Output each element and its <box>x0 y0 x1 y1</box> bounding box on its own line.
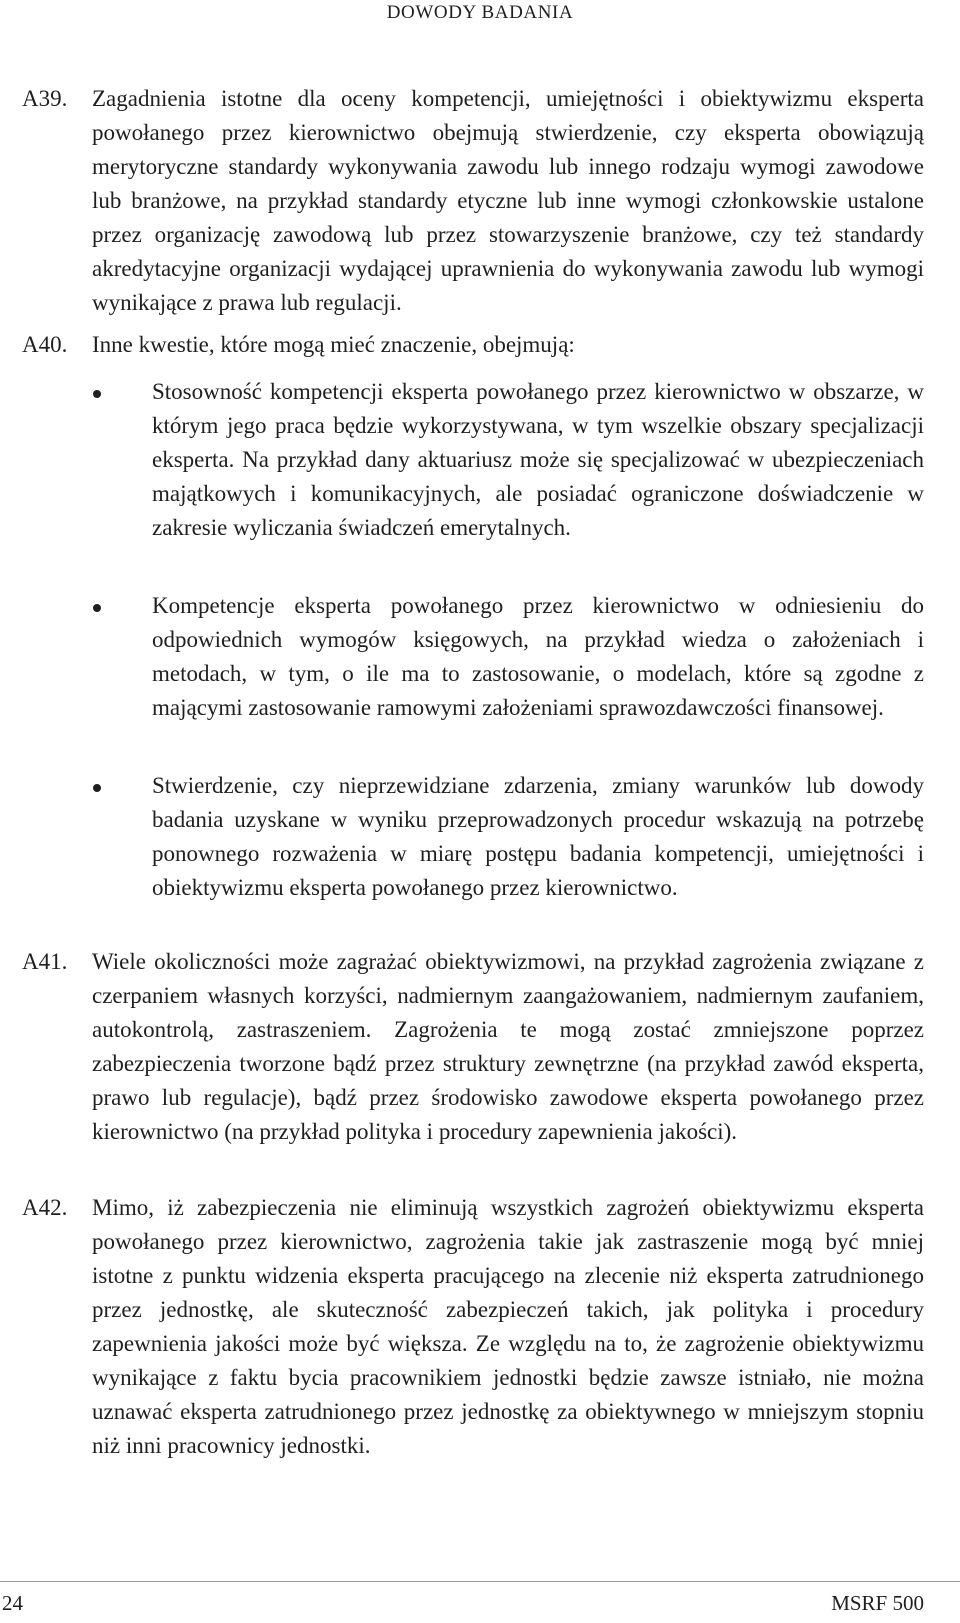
bullet-icon <box>93 604 101 612</box>
standard-code: MSRF 500 <box>831 1591 924 1615</box>
paragraph-text: Inne kwestie, które mogą mieć znaczenie, obejmują: <box>92 332 575 357</box>
running-header: DOWODY BADANIA <box>386 2 574 23</box>
page-number: 24 <box>2 1591 23 1615</box>
bullet-icon <box>93 784 101 792</box>
paragraph-text: Wiele okoliczności może zagrażać obiektywizmowi, na przykład zagrożenia związane z czerpaniem własnych korzyści, nadmiernym zaangażowaniem, nadmiernym zaufaniem, autokontrolą, zastraszeniem. Zagrożenia te mogą zostać zmniejszone poprzez zabezpieczenia tworzone bądź przez struktury zewnętrzne (na przykład zawód eksperta, prawo lub regulacje), bądź przez środowisko zawodowe eksperta powołanego przez kierownictwo (na przykład polityka i procedury zapewnienia jakości). <box>92 949 924 1144</box>
list-item-text: Kompetencje eksperta powołanego przez kierownictwo w odniesieniu do odpowiednich wymogów księgowych, na przykład wiedza o założeniach i metodach, w tym, o ile ma to zastosowanie, o modelach, które są zgodne z mającymi zastosowanie ramowymi założeniami sprawozdawczości finansowej. <box>152 593 924 720</box>
list-item-text: Stwierdzenie, czy nieprzewidziane zdarzenia, zmiany warunków lub dowody badania uzyskane w wyniku przeprowadzonych procedur wskazują na potrzebę ponownego rozważenia w miarę postępu badania kompetencji, umiejętności i obiektywizmu eksperta powołanego przez kierownictwo. <box>152 773 924 900</box>
bullet-icon <box>93 390 101 398</box>
footer-divider <box>0 1581 960 1582</box>
paragraph-text: Mimo, iż zabezpieczenia nie eliminują wszystkich zagrożeń obiektywizmu eksperta powołanego przez kierownictwo, zagrożenia takie jak zastraszenie mogą być mniej istotne z punktu widzenia eksperta pracującego na zlecenie niż eksperta zatrudnionego przez jednostkę, ale skuteczność zabezpieczeń takich, jak polityka i procedury zapewnienia jakości może być większa. Ze względu na to, że zagrożenie obiektywizmu wynikające z faktu bycia pracownikiem jednostki będzie zawsze istniało, nie można uznawać eksperta zatrudnionego przez jednostkę za obiektywnego w mniejszym stopniu niż inni pracownicy jednostki. <box>92 1195 924 1458</box>
paragraph-number: A41. <box>22 949 68 974</box>
paragraph-number: A39. <box>22 86 68 111</box>
paragraph-number: A40. <box>22 332 68 357</box>
list-item-text: Stosowność kompetencji eksperta powołanego przez kierownictwo w obszarze, w którym jego praca będzie wykorzystywana, w tym wszelkie obszary specjalizacji eksperta. Na przykład dany aktuariusz może się specjalizować w ubezpieczeniach majątkowych i komunikacyjnych, ale posiadać ograniczone doświadczenie w zakresie wyliczania świadczeń emerytalnych. <box>152 379 924 540</box>
paragraph-text: Zagadnienia istotne dla oceny kompetencji, umiejętności i obiektywizmu eksperta powołanego przez kierownictwo obejmują stwierdzenie, czy eksperta obowiązują merytoryczne standardy wykonywania zawodu lub innego rodzaju wymogi zawodowe lub branżowe, na przykład standardy etyczne lub inne wymogi członkowskie ustalone przez organizację zawodową lub przez stowarzyszenie branżowe, czy też standardy akredytacyjne organizacji wydającej uprawnienia do wykonywania zawodu lub wymogi wynikające z prawa lub regulacji. <box>92 86 924 315</box>
paragraph-number: A42. <box>22 1195 68 1220</box>
